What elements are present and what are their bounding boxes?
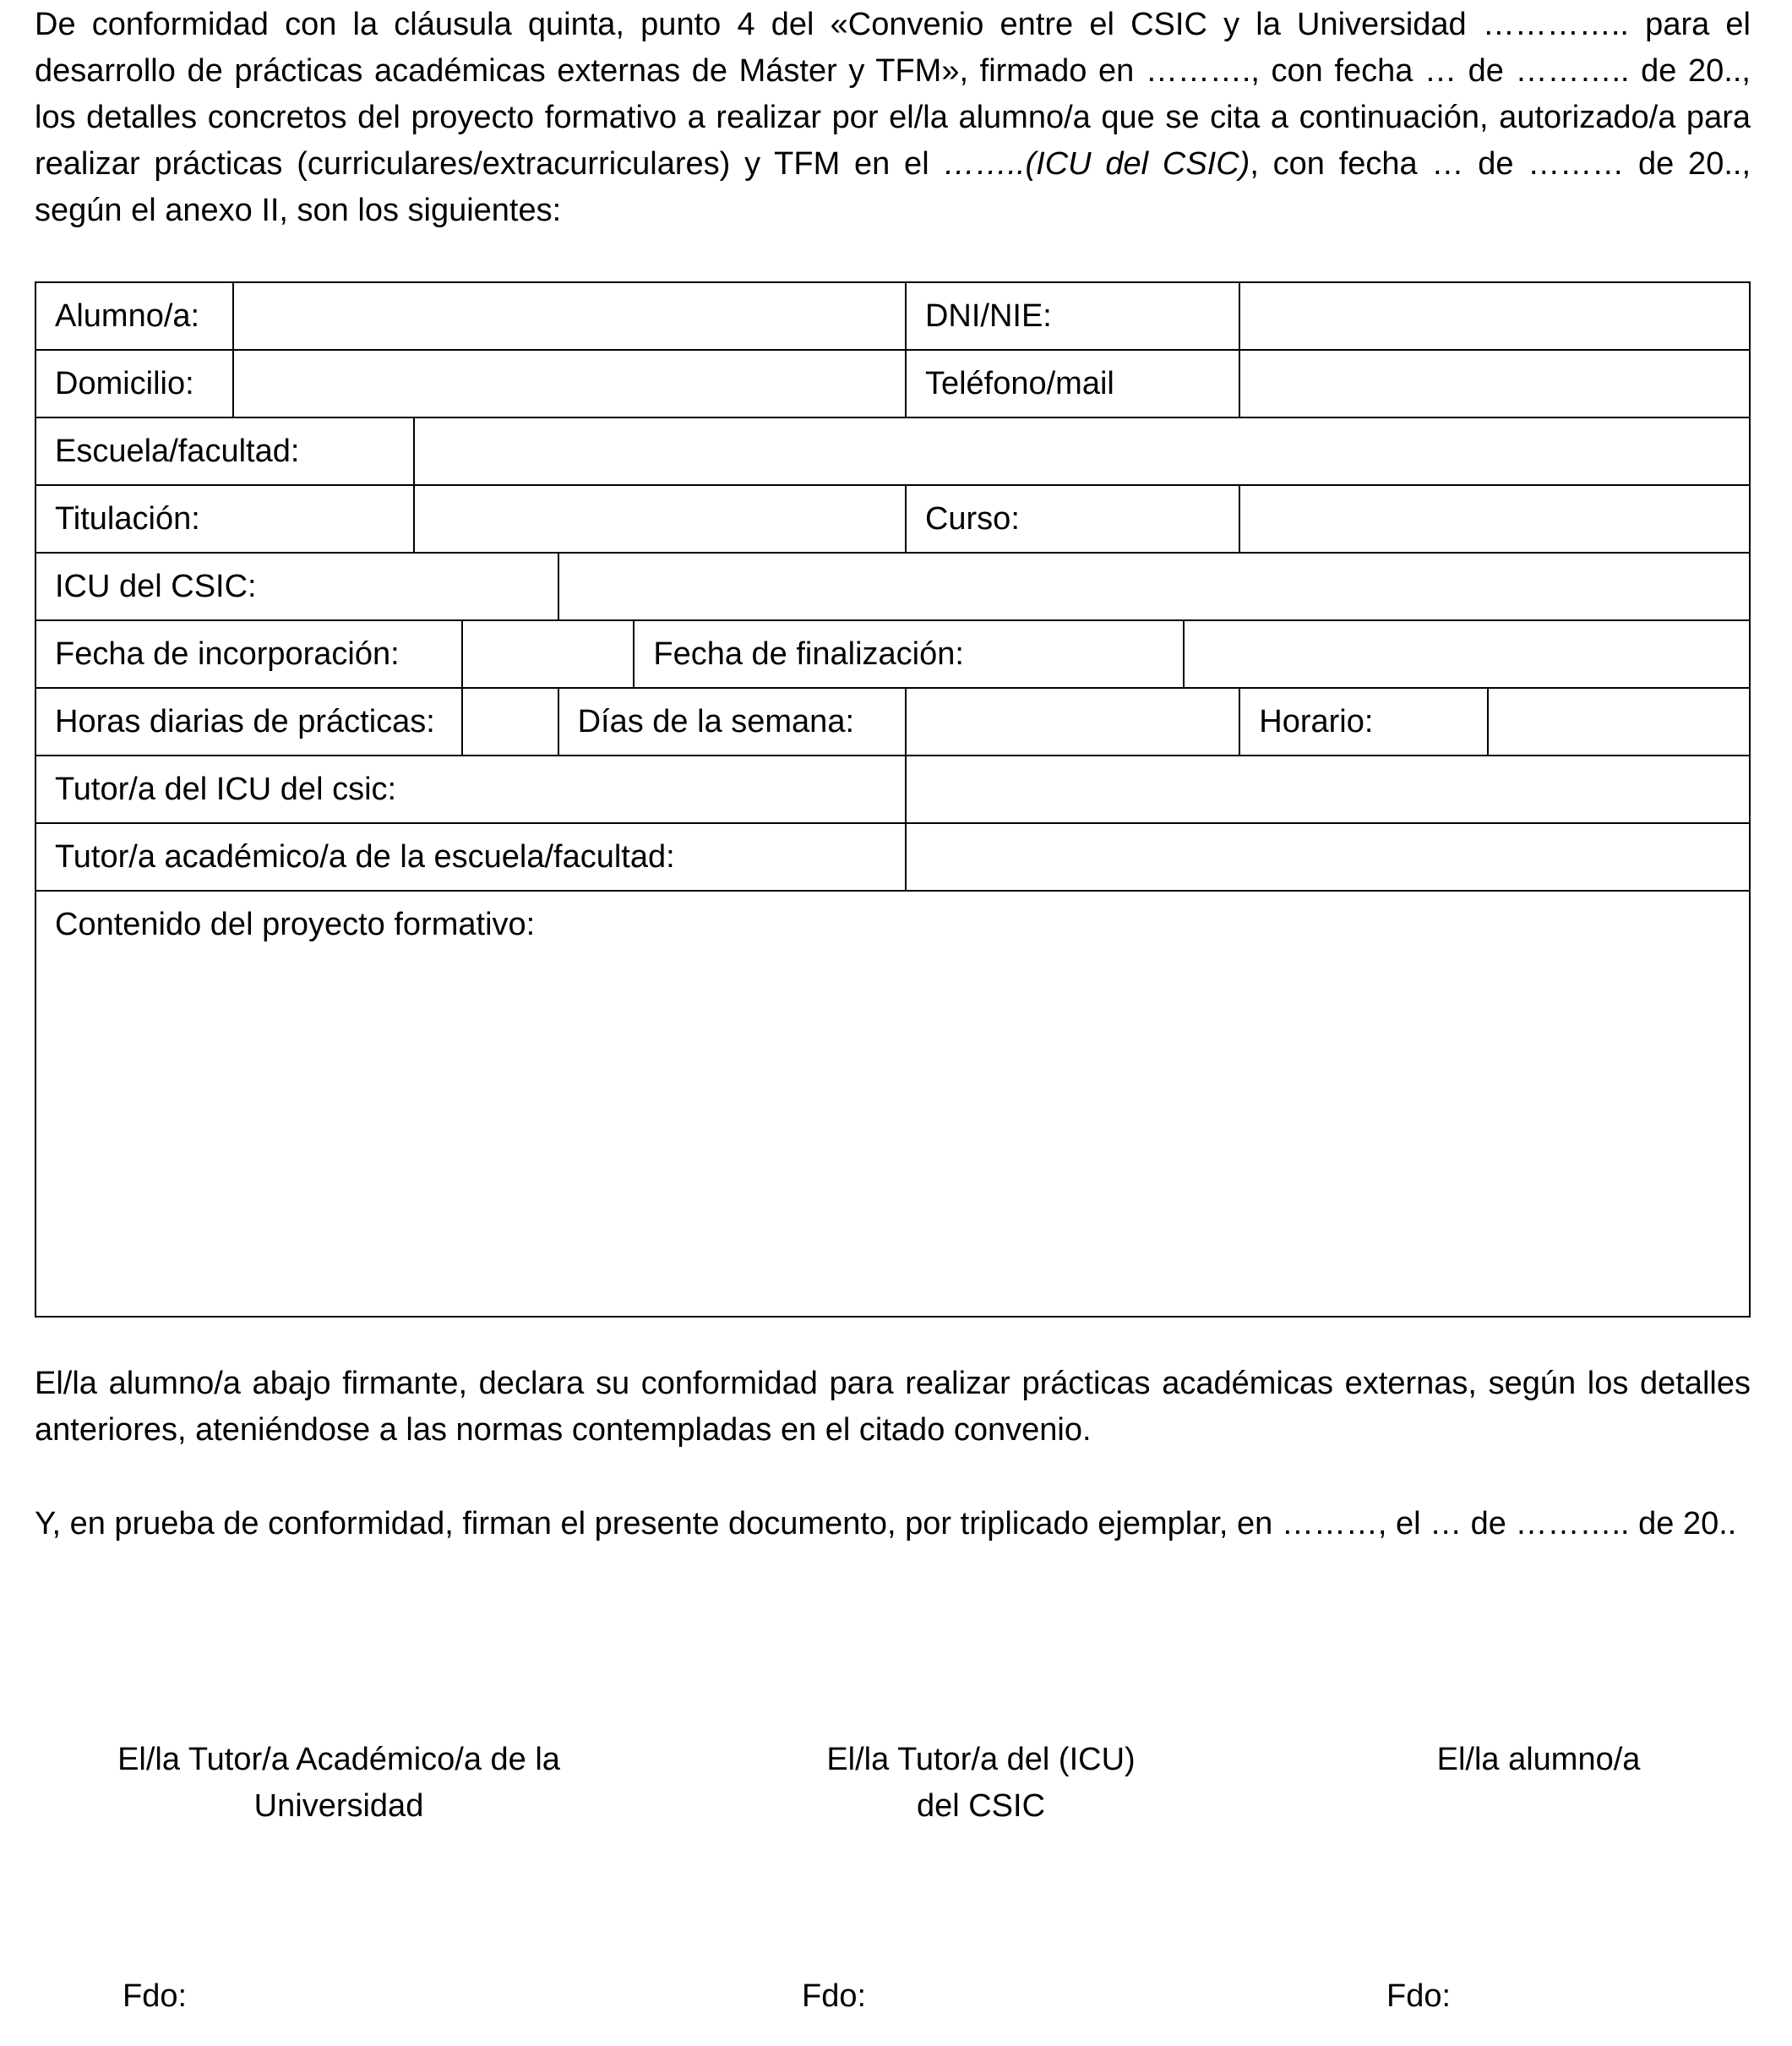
- intro-paragraph: [35, 2, 1751, 234]
- icu-label: ICU del CSIC:: [35, 553, 558, 620]
- fecha-incorporacion-field[interactable]: [462, 620, 634, 688]
- horario-field[interactable]: [1488, 688, 1750, 756]
- intro-text-part1: De conformidad con la cláusula quinta, punto 4 del «Convenio entre el CSIC y la Universidad ………….. para el desarrollo de prácticas académicas externas de Máster y TFM», firmado en ………., con fecha … de ……….. de 20.., los detalles concretos del proyecto formativo a realizar por el/la alumno/a que se cita a continuación, autorizado/a para realizar prácticas (curriculares/extracurriculares) y TFM en el: [35, 7, 1751, 182]
- domicilio-field[interactable]: [233, 350, 906, 417]
- form-row-escuela: [35, 417, 1750, 485]
- signature-academic-tutor-line2: Universidad: [253, 1788, 424, 1824]
- fecha-incorporacion-label: Fecha de incorporación:: [35, 620, 462, 688]
- dias-semana-field[interactable]: [906, 688, 1239, 756]
- form-row-titulacion: [35, 485, 1750, 553]
- telefono-field[interactable]: [1239, 350, 1750, 417]
- alumno-label: Alumno/a:: [35, 282, 233, 350]
- dni-field[interactable]: [1239, 282, 1750, 350]
- form-row-tutor-academico: [35, 823, 1750, 891]
- signature-student: [1310, 1737, 1767, 1783]
- titulacion-field[interactable]: [414, 485, 906, 553]
- curso-label: Curso:: [906, 485, 1239, 553]
- form-row-contenido: [35, 891, 1750, 1317]
- fdo-student: Fdo:: [1386, 1978, 1452, 2014]
- curso-field[interactable]: [1239, 485, 1750, 553]
- tutor-academico-label: Tutor/a académico/a de la escuela/facultad:: [35, 823, 906, 891]
- titulacion-label: Titulación:: [35, 485, 414, 553]
- dias-semana-label: Días de la semana:: [558, 688, 906, 756]
- form-row-icu: [35, 553, 1750, 620]
- form-row-horas: [35, 688, 1750, 756]
- signature-icu-tutor: [761, 1737, 1201, 1830]
- escuela-field[interactable]: [414, 417, 1750, 485]
- tutor-icu-field[interactable]: [906, 756, 1750, 823]
- escuela-label: Escuela/facultad:: [35, 417, 414, 485]
- form-row-domicilio: [35, 350, 1750, 417]
- contenido-field[interactable]: [35, 891, 1750, 1317]
- signature-student-line1: El/la alumno/a: [1436, 1742, 1641, 1777]
- form-row-tutor-icu: [35, 756, 1750, 823]
- contenido-label: Contenido del proyecto formativo:: [55, 907, 536, 942]
- fdo-academic-tutor: Fdo:: [123, 1978, 188, 2014]
- signature-academic-tutor-line1: El/la Tutor/a Académico/a de la: [117, 1742, 560, 1777]
- form-row-fechas: [35, 620, 1750, 688]
- fecha-finalizacion-field[interactable]: [1184, 620, 1750, 688]
- fdo-icu-tutor: Fdo:: [802, 1978, 867, 2014]
- dni-label: DNI/NIE:: [906, 282, 1239, 350]
- declaration-paragraph: El/la alumno/a abajo firmante, declara su conformidad para realizar prácticas académicas externas, según los detalles anteriores, ateniéndose a las normas contempladas en el citado convenio.: [35, 1366, 1751, 1448]
- telefono-label: Teléfono/mail: [906, 350, 1239, 417]
- tutor-academico-field[interactable]: [906, 823, 1750, 891]
- fecha-finalizacion-label: Fecha de finalización:: [634, 620, 1184, 688]
- intro-text-part2: , con fecha … de ……… de 20.., según el anexo II, son los siguientes:: [35, 146, 1751, 228]
- form-row-alumno: [35, 282, 1750, 350]
- domicilio-label: Domicilio:: [35, 350, 233, 417]
- signature-icu-tutor-line1: El/la Tutor/a del (ICU): [826, 1742, 1136, 1777]
- proof-paragraph: Y, en prueba de conformidad, firman el presente documento, por triplicado ejemplar, en ………, el … de ……….. de 20..: [35, 1506, 1737, 1541]
- training-project-form: [35, 281, 1751, 1318]
- horas-diarias-field[interactable]: [462, 688, 558, 756]
- tutor-icu-label: Tutor/a del ICU del csic:: [35, 756, 906, 823]
- signature-icu-tutor-line2: del CSIC: [916, 1788, 1046, 1824]
- horario-label: Horario:: [1239, 688, 1488, 756]
- horas-diarias-label: Horas diarias de prácticas:: [35, 688, 462, 756]
- intro-text-italic: ……..(ICU del CSIC): [943, 146, 1250, 182]
- signature-academic-tutor: [85, 1737, 592, 1830]
- icu-field[interactable]: [558, 553, 1750, 620]
- alumno-field[interactable]: [233, 282, 906, 350]
